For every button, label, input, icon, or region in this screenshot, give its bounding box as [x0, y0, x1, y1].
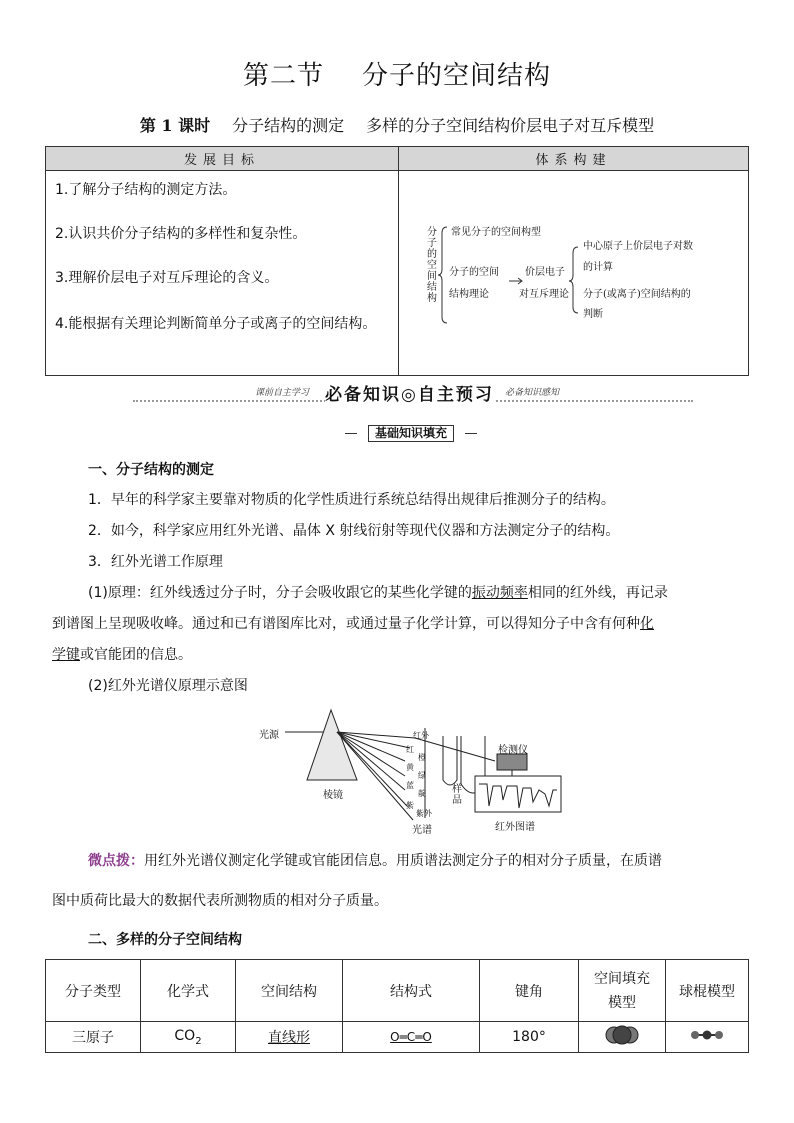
label-rule-right: [465, 433, 477, 434]
tip-line-2: 图中质荷比最大的数据代表所测物质的相对分子质量。: [52, 893, 388, 909]
goals-cell: [46, 171, 399, 376]
diagram-branch-1: 常见分子的空间构型: [451, 227, 541, 238]
diagram-root: 分子的空间结构: [427, 227, 437, 304]
fill-in-label: [345, 425, 477, 442]
goals-header: 发展目标: [46, 147, 399, 171]
diagram-branch-2-line2: 结构理论: [449, 289, 489, 300]
col-header-type: 分子类型: [46, 960, 141, 1022]
band-label-uv: 紫外: [416, 809, 432, 818]
ir-spectrum-label: 红外图谱: [495, 822, 535, 833]
principle-text: (1)原理：红外线透过分子时，分子会吸收跟它的某些化学键的: [88, 585, 472, 601]
label-rule-left: [345, 433, 357, 434]
answer-structural-formula: O═C═O: [390, 1030, 432, 1044]
co2-ball-stick-model: [687, 1027, 727, 1043]
band-label-blue: 蓝: [406, 781, 414, 790]
tip-line-1: [88, 851, 662, 871]
light-source-label: 光源: [259, 730, 279, 741]
banner-right-text: 必备知识感知: [505, 385, 559, 398]
molecule-table: [45, 959, 749, 1053]
subtitle-topic-2: 多样的分子空间结构价层电子对互斥模型: [366, 116, 655, 135]
band-label-green: 绿: [418, 771, 426, 780]
spectrum-label: 光谱: [412, 825, 432, 836]
framework-cell: [399, 171, 749, 376]
section-2-heading: 二、多样的分子空间结构: [88, 932, 242, 948]
co2-space-filling-model: [602, 1025, 642, 1045]
diagram-mid-line1: 价层电子: [525, 267, 565, 278]
diagram-leaf-1-line2: 的计算: [583, 262, 613, 273]
principle-text: 相同的红外线，再记录: [527, 585, 668, 601]
goal-item: 3.理解价层电子对互斥理论的含义。: [55, 270, 279, 286]
cell-angle: 180°: [480, 1022, 579, 1053]
band-label-indigo: 靛: [418, 789, 426, 798]
detector-label: 检测仪: [498, 745, 528, 756]
formula-sub: 2: [195, 1035, 202, 1047]
col-header-ball-stick: 球棍模型: [666, 960, 749, 1022]
col-header-shape: 空间结构: [236, 960, 343, 1022]
diagram-leaf-1-line1: 中心原子上价层电子对数: [583, 241, 693, 252]
section-1-item-3: 3．红外光谱工作原理: [88, 554, 223, 570]
principle-line-1: [88, 583, 668, 603]
diagram-leaf-2-line2: 判断: [583, 309, 603, 320]
diagram-mid-line2: 对互斥理论: [519, 289, 569, 300]
cell-shape: [236, 1022, 343, 1053]
answer-linear: 直线形: [268, 1030, 310, 1046]
fill-model-line2: 模型: [608, 994, 636, 1011]
section-banner: [133, 380, 693, 404]
banner-left-text: 课前自主学习: [255, 385, 309, 398]
section-1-item-2: 2．如今，科学家应用红外光谱、晶体 X 射线衍射等现代仪器和方法测定分子的结构。: [88, 523, 620, 539]
principle-text: 到谱图上呈现吸收峰。通过和已有谱图库比对，或通过量子化学计算，可以得知分子中含有何种: [52, 616, 640, 632]
sample-label: 样品: [452, 784, 462, 806]
diagram-leaf-2-line1: 分子(或离子)空间结构的: [583, 289, 691, 300]
title-topic: 分子的空间结构: [362, 61, 552, 91]
cell-formula: [141, 1022, 236, 1053]
goal-item: 2.认识共价分子结构的多样性和复杂性。: [55, 226, 307, 242]
tip-label: 微点拨：: [88, 853, 144, 869]
principle-line-2: [52, 614, 654, 634]
diagram-branch-2-line1: 分子的空间: [449, 267, 499, 278]
goal-item: 1.了解分子结构的测定方法。: [55, 182, 237, 198]
page-title: [0, 55, 794, 92]
answer-chemical-bond: 化: [640, 616, 654, 632]
col-header-struct: 结构式: [343, 960, 480, 1022]
principle-text: 或官能团的信息。: [80, 647, 192, 663]
cell-fill-model: [579, 1022, 666, 1053]
formula-main: CO: [174, 1027, 196, 1044]
cell-struct: [343, 1022, 480, 1053]
tip-text: 用红外光谱仪测定化学键或官能团信息。用质谱法测定分子的相对分子质量，在质谱: [144, 853, 662, 869]
subtitle-lesson: 第 1 课时: [139, 116, 211, 135]
fill-model-line1: 空间填充: [594, 970, 650, 987]
ir-spectrometer-figure: [255, 706, 565, 836]
section-1-heading: 一、分子结构的测定: [88, 462, 214, 478]
col-header-fill-model: [579, 960, 666, 1022]
subtitle-topic-1: 分子结构的测定: [232, 116, 345, 135]
section-1-item-1: 1．早年的科学家主要靠对物质的化学性质进行系统总结得出规律后推测分子的结构。: [88, 492, 615, 508]
cell-type: 三原子: [46, 1022, 141, 1053]
framework-header: 体系构建: [399, 147, 749, 171]
band-label-orange: 橙: [418, 753, 426, 762]
goal-item: 4.能根据有关理论判断简单分子或离子的空间结构。: [55, 316, 377, 332]
label-text: 基础知识填充: [368, 425, 454, 442]
col-header-formula: 化学式: [141, 960, 236, 1022]
answer-chemical-bond: 学键: [52, 647, 80, 663]
banner-title: 必备知识◎自主预习: [325, 380, 494, 405]
page-subtitle: [0, 113, 794, 136]
framework-diagram: [427, 223, 747, 333]
band-label-yellow: 黄: [406, 763, 414, 772]
band-label-ir: 红外: [413, 731, 429, 740]
answer-vibration-frequency: 振动频率: [471, 585, 528, 601]
title-section: 第二节: [242, 61, 324, 91]
goals-table: [45, 146, 749, 376]
col-header-angle: 键角: [480, 960, 579, 1022]
band-label-violet: 紫: [406, 801, 414, 810]
prism-label: 棱镜: [323, 790, 343, 801]
band-label-red: 红: [406, 745, 414, 754]
diagram-caption: (2)红外光谱仪原理示意图: [88, 678, 248, 694]
cell-ball-stick: [666, 1022, 749, 1053]
principle-line-3: [52, 645, 192, 665]
